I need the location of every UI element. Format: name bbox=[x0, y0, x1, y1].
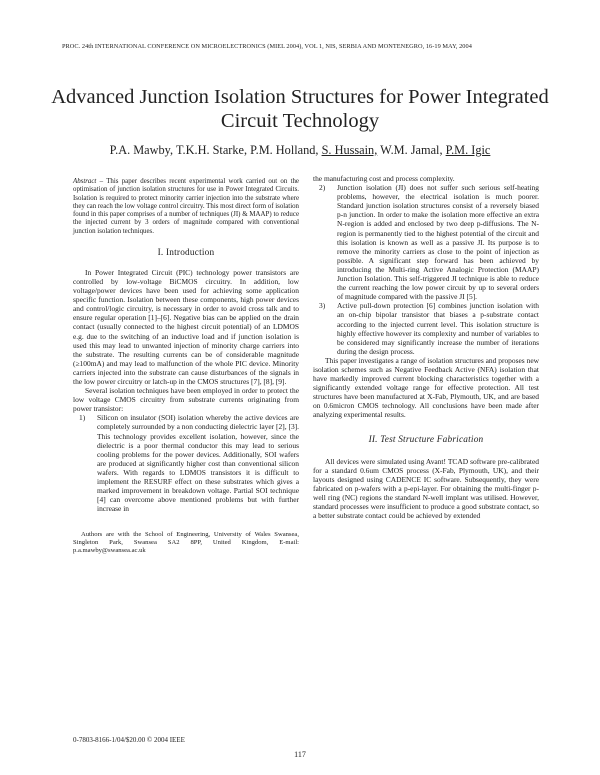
list-item bbox=[73, 413, 299, 513]
list-item bbox=[313, 183, 539, 301]
list-number: 1) bbox=[79, 413, 86, 423]
author-name: P.M. Holland, bbox=[250, 143, 319, 157]
section-heading-fabrication: II. Test Structure Fabrication bbox=[368, 434, 484, 445]
list-text: Junction isolation (JI) does not suffer such serious self-heating problems, however, the electrical isolation is much poorer. Standard junction isolation structures consist of a reversely biased p-n junction. In order to make the isolation more effective an extra N-region is added and enclosed by two deep p-diffusions. The N-region is permanently tied to the highest potential of the circuit and this isolation is known as well as a passive JI. Its purpose is to remove the minority carriers as close to the point of injection as possible. A significant step forward has been achieved by introducing the Multi-ring Active Analogic Protection (MAAP) Junction Isolation. This self-triggered JI technique is able to reduce the current reaching the low power circuit by up to several orders of magnitude compared with the passive JI [5]. bbox=[337, 183, 539, 302]
conference-header: PROC. 24th INTERNATIONAL CONFERENCE ON MICROELECTRONICS (MIEL 2004), VOL 1, NIS, SERBIA AND MONTENEGRO, 16-19 MAY, 2004 bbox=[62, 43, 472, 50]
list-text: Silicon on insulator (SOI) isolation whereby the active devices are completely surrounded by a non conducting dielectric layer [2], [3]. This technology provides excellent isolation, however, since the dielectric is a poor thermal conductor this may lead to serious cooling problems for the power devices. Additionally, SOI wafers are produced at significantly higher cost than conventional silicon wafers. With regards to LDMOS transistors it is difficult to implement the RESURF effect on these substrates which gives a marked improvement in breakdown voltage. Partial SOI technique [4] can overcome above mentioned problems but with further increase in bbox=[97, 413, 299, 514]
list-number: 3) bbox=[319, 301, 326, 311]
paragraph: This paper investigates a range of isolation structures and proposes new isolation schemes such as Negative Feedback Active (NFA) isolation that have markedly improved current blocking characteristics together with a significantly extended voltage range for effective protection. All test structures have been manufactured at X-Fab, Plymouth, UK, and are based on 0.6micron CMOS technology. All conclusions have been made after analyzing experimental results. bbox=[313, 355, 539, 420]
left-column bbox=[73, 178, 299, 555]
paragraph: Several isolation techniques have been employed in order to protect the low voltage CMOS circuitry from substrate currents originating from power transistor: bbox=[73, 386, 299, 414]
list-item bbox=[313, 301, 539, 356]
author-name: P.A. Mawby, bbox=[109, 143, 174, 157]
author-name: T.K.H. Starke, bbox=[175, 143, 248, 157]
paragraph: In Power Integrated Circuit (PIC) technology power transistors are controlled by low-voltage BiCMOS circuitry. In addition, low voltage/power devices have been used for achieving some application specific function. Isolation between these components, high power devices and control/logic circuitry, is necessary in order to avoid cross talk and to ensure regular operation [1]–[6]. Negative bias can be applied on the drain contact (usually connected to the highest circuit potential) of an LDMOS e.g. due to the switching of an inductive load and if junction isolation is used this may lead to unwanted injection of minority charge carriers into the substrate. The resulting currents can be of considerable magnitude (≥100mA) and may lead to malfunction of the whole PIC device. Minority carriers injected into the substrate can cause disturbances of the signals in the low power circuitry or latch-up in the CMOS structures [7], [8], [9]. bbox=[73, 267, 299, 386]
isolation-list bbox=[73, 413, 299, 513]
author-name: P.M. Igic bbox=[445, 143, 491, 157]
copyright-notice: 0-7803-8166-1/04/$20.00 © 2004 IEEE bbox=[73, 736, 185, 744]
paper-title: Advanced Junction Isolation Structures for Power Integrated Circuit Technology bbox=[51, 86, 549, 132]
paragraph-continuation: the manufacturing cost and process complexity. bbox=[313, 174, 455, 183]
list-number: 2) bbox=[319, 183, 326, 193]
author-name: W.M. Jamal, bbox=[380, 143, 443, 157]
list-text: Active pull-down protection [6] combines junction isolation with an on-chip bipolar transistor that biases a p-substrate contact according to the injected current level. This isolation structure is highly effective however its complexity and number of variables to be considered may significantly increase the number of iterations during the design process. bbox=[337, 301, 539, 356]
author-footnote: Authors are with the School of Engineering, University of Wales Swansea, Singleton Park, Swansea SA2 8PP, United Kingdom, E-mail: p.a.mawby@swansea.ac.uk bbox=[73, 531, 299, 555]
right-column bbox=[313, 174, 539, 520]
author-list bbox=[40, 143, 560, 158]
paragraph: All devices were simulated using Avant! TCAD software pre-calibrated for a standard 0.6um CMOS process (X-Fab, Plymouth, UK), and their layouts designed using CADENCE IC software. Subsequently, they were fabricated on p-wafers with a p-epi-layer. For obtaining the multi-finger p-well ring (NC) regions the standard N-well implant was utilised. However, standard processes were insufficient to produce a good substrate contact, so a better substrate contact could be achieved by extended bbox=[313, 456, 539, 521]
abstract-label: Abstract bbox=[73, 178, 97, 185]
isolation-list bbox=[313, 183, 539, 356]
abstract-text: – This paper describes recent experimental work carried out on the optimisation of junction isolation structures for use in Power Integrated Circuits. Isolation is required to protect minority carrier injection into the substrate where they can reach the low voltage control circuitry. This most direct form of isolation found in this paper comprises of a number of techniques (JI) & MAAP) to reduce the injected current by 3 orders of magnitude compared with conventional junction isolation techniques. bbox=[73, 178, 299, 235]
author-name: S. Hussain, bbox=[321, 143, 378, 157]
page-number: 117 bbox=[294, 750, 306, 759]
abstract bbox=[73, 178, 299, 236]
section-heading-introduction: I. Introduction bbox=[157, 247, 215, 258]
